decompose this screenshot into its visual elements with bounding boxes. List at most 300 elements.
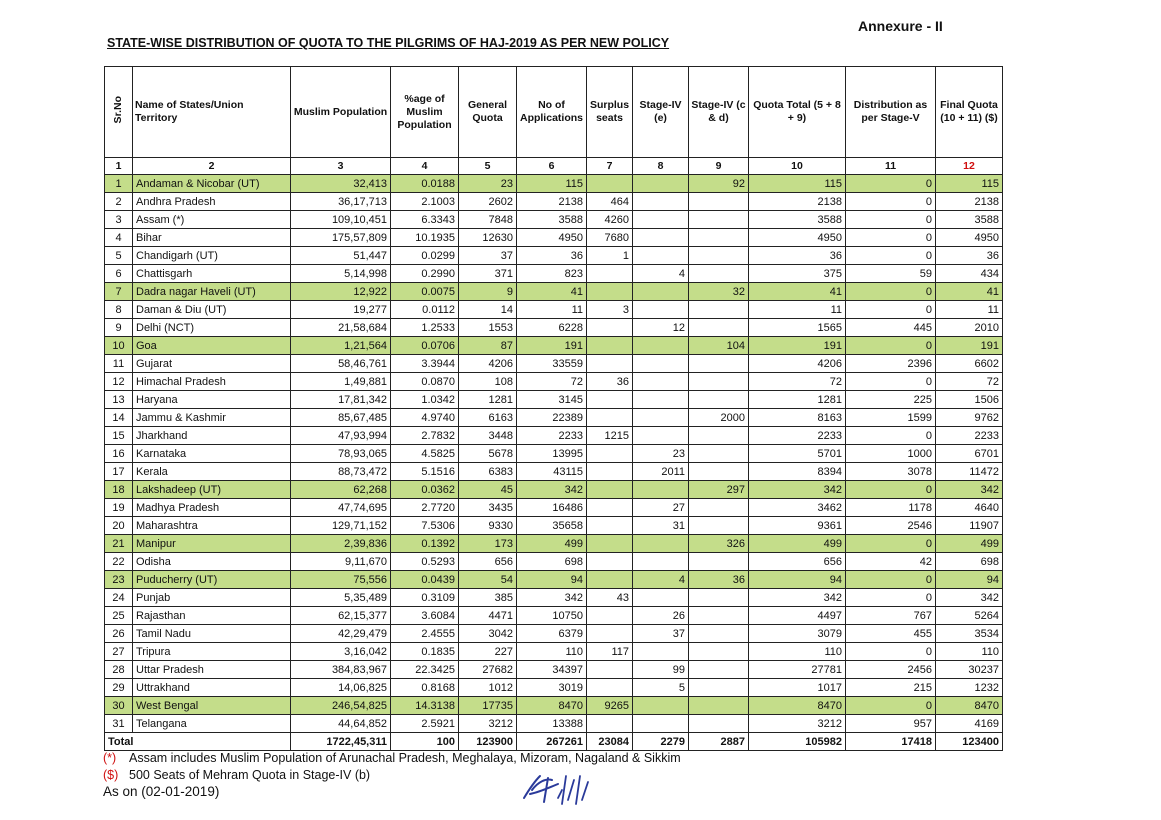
table-row: [105, 463, 1003, 481]
cell-sr-no: 1: [105, 175, 133, 193]
cell-distribution: 0: [846, 193, 936, 211]
cell-surplus-seats: 4260: [587, 211, 633, 229]
cell-surplus-seats: 1215: [587, 427, 633, 445]
cell-applications: 33559: [517, 355, 587, 373]
cell-stage4e: [633, 553, 689, 571]
cell-applications: 3145: [517, 391, 587, 409]
cell-state-name: Tripura: [133, 643, 291, 661]
cell-final-quota: 41: [936, 283, 1003, 301]
cell-population: 44,64,852: [291, 715, 391, 733]
table-row: [105, 589, 1003, 607]
cell-distribution: 2456: [846, 661, 936, 679]
cell-state-name: Lakshadeep (UT): [133, 481, 291, 499]
cell-stage4e: 4: [633, 265, 689, 283]
cell-stage4cd: 32: [689, 283, 749, 301]
cell-applications: 11: [517, 301, 587, 319]
cell-final-quota: 3534: [936, 625, 1003, 643]
table-row: [105, 697, 1003, 715]
cell-distribution: 1000: [846, 445, 936, 463]
cell-surplus-seats: [587, 445, 633, 463]
table-row: [105, 445, 1003, 463]
cell-state-name: Telangana: [133, 715, 291, 733]
header-quota-total: Quota Total (5 + 8 + 9): [749, 67, 846, 158]
cell-stage4cd: [689, 463, 749, 481]
cell-distribution: 2396: [846, 355, 936, 373]
cell-final-quota: 110: [936, 643, 1003, 661]
cell-percentage: 0.1392: [391, 535, 459, 553]
cell-surplus-seats: 3: [587, 301, 633, 319]
cell-stage4cd: [689, 499, 749, 517]
cell-sr-no: 9: [105, 319, 133, 337]
cell-population: 2,39,836: [291, 535, 391, 553]
cell-quota-total: 4206: [749, 355, 846, 373]
cell-stage4e: [633, 283, 689, 301]
cell-state-name: Bihar: [133, 229, 291, 247]
cell-sr-no: 4: [105, 229, 133, 247]
cell-applications: 2138: [517, 193, 587, 211]
cell-state-name: Madhya Pradesh: [133, 499, 291, 517]
cell-final-quota: 11: [936, 301, 1003, 319]
column-index: 1: [105, 158, 133, 175]
cell-general-quota: 23: [459, 175, 517, 193]
cell-distribution: 0: [846, 247, 936, 265]
cell-quota-total: 342: [749, 589, 846, 607]
cell-stage4e: [633, 247, 689, 265]
table-row: [105, 427, 1003, 445]
cell-surplus-seats: [587, 571, 633, 589]
cell-applications: 35658: [517, 517, 587, 535]
cell-state-name: Puducherry (UT): [133, 571, 291, 589]
cell-quota-total: 8163: [749, 409, 846, 427]
cell-quota-total: 2138: [749, 193, 846, 211]
cell-general-quota: 14: [459, 301, 517, 319]
column-index: 3: [291, 158, 391, 175]
cell-applications: 342: [517, 589, 587, 607]
cell-quota-total: 115: [749, 175, 846, 193]
cell-quota-total: 1281: [749, 391, 846, 409]
cell-general-quota: 4206: [459, 355, 517, 373]
cell-distribution: 0: [846, 283, 936, 301]
cell-stage4e: [633, 175, 689, 193]
header-stage4e: Stage-IV (e): [633, 67, 689, 158]
cell-distribution: 0: [846, 643, 936, 661]
cell-distribution: 0: [846, 427, 936, 445]
cell-quota-total: 342: [749, 481, 846, 499]
cell-stage4cd: [689, 517, 749, 535]
cell-state-name: Goa: [133, 337, 291, 355]
cell-sr-no: 25: [105, 607, 133, 625]
total-row: [105, 733, 1003, 751]
cell-state-name: Uttar Pradesh: [133, 661, 291, 679]
page-title: STATE-WISE DISTRIBUTION OF QUOTA TO THE PILGRIMS OF HAJ-2019 AS PER NEW POLICY: [107, 36, 670, 50]
header-population: Muslim Population: [291, 67, 391, 158]
cell-general-quota: 173: [459, 535, 517, 553]
cell-state-name: Chandigarh (UT): [133, 247, 291, 265]
cell-final-quota: 11907: [936, 517, 1003, 535]
cell-general-quota: 108: [459, 373, 517, 391]
cell-general-quota: 385: [459, 589, 517, 607]
cell-surplus-seats: [587, 661, 633, 679]
cell-quota-total: 656: [749, 553, 846, 571]
cell-general-quota: 656: [459, 553, 517, 571]
cell-distribution: 1599: [846, 409, 936, 427]
cell-distribution: 3078: [846, 463, 936, 481]
cell-percentage: 14.3138: [391, 697, 459, 715]
cell-applications: 13995: [517, 445, 587, 463]
cell-surplus-seats: [587, 607, 633, 625]
cell-stage4e: 2011: [633, 463, 689, 481]
cell-state-name: Punjab: [133, 589, 291, 607]
cell-population: 246,54,825: [291, 697, 391, 715]
cell-stage4cd: [689, 679, 749, 697]
cell-sr-no: 28: [105, 661, 133, 679]
cell-sr-no: 2: [105, 193, 133, 211]
header-distribution: Distribution as per Stage-V: [846, 67, 936, 158]
total-label: Total: [105, 733, 291, 751]
cell-stage4cd: [689, 229, 749, 247]
cell-population: 47,93,994: [291, 427, 391, 445]
cell-state-name: Rajasthan: [133, 607, 291, 625]
cell-population: 14,06,825: [291, 679, 391, 697]
cell-state-name: Odisha: [133, 553, 291, 571]
cell-quota-total: 110: [749, 643, 846, 661]
cell-general-quota: 3435: [459, 499, 517, 517]
cell-stage4e: 27: [633, 499, 689, 517]
cell-stage4cd: 326: [689, 535, 749, 553]
cell-surplus-seats: [587, 625, 633, 643]
cell-percentage: 0.5293: [391, 553, 459, 571]
cell-stage4e: [633, 355, 689, 373]
cell-distribution: 59: [846, 265, 936, 283]
cell-quota-total: 11: [749, 301, 846, 319]
cell-population: 5,14,998: [291, 265, 391, 283]
cell-applications: 13388: [517, 715, 587, 733]
cell-surplus-seats: [587, 715, 633, 733]
cell-applications: 72: [517, 373, 587, 391]
cell-final-quota: 72: [936, 373, 1003, 391]
cell-percentage: 0.1835: [391, 643, 459, 661]
cell-population: 88,73,472: [291, 463, 391, 481]
cell-stage4e: 99: [633, 661, 689, 679]
cell-stage4e: [633, 373, 689, 391]
cell-percentage: 2.1003: [391, 193, 459, 211]
note-assam: (*) Assam includes Muslim Population of Arunachal Pradesh, Meghalaya, Mizoram, Nagaland & Sikkim: [103, 751, 681, 765]
cell-general-quota: 9: [459, 283, 517, 301]
cell-surplus-seats: [587, 355, 633, 373]
cell-applications: 823: [517, 265, 587, 283]
cell-stage4e: 12: [633, 319, 689, 337]
cell-stage4cd: 104: [689, 337, 749, 355]
cell-general-quota: 227: [459, 643, 517, 661]
cell-applications: 36: [517, 247, 587, 265]
table-row: [105, 283, 1003, 301]
cell-quota-total: 41: [749, 283, 846, 301]
cell-stage4cd: [689, 265, 749, 283]
cell-final-quota: 4640: [936, 499, 1003, 517]
cell-population: 9,11,670: [291, 553, 391, 571]
header-percentage: %age of Muslim Population: [391, 67, 459, 158]
cell-applications: 16486: [517, 499, 587, 517]
cell-sr-no: 19: [105, 499, 133, 517]
cell-distribution: 957: [846, 715, 936, 733]
cell-stage4cd: 2000: [689, 409, 749, 427]
table-row: [105, 481, 1003, 499]
table-row: [105, 625, 1003, 643]
cell-surplus-seats: [587, 535, 633, 553]
quota-table: [104, 66, 1003, 751]
cell-applications: 6379: [517, 625, 587, 643]
header-final-quota: Final Quota (10 + 11) ($): [936, 67, 1003, 158]
cell-quota-total: 499: [749, 535, 846, 553]
cell-stage4cd: [689, 643, 749, 661]
cell-population: 21,58,684: [291, 319, 391, 337]
cell-percentage: 4.5825: [391, 445, 459, 463]
cell-stage4e: [633, 589, 689, 607]
cell-stage4e: [633, 535, 689, 553]
cell-general-quota: 12630: [459, 229, 517, 247]
cell-distribution: 0: [846, 535, 936, 553]
cell-distribution: 215: [846, 679, 936, 697]
cell-distribution: 0: [846, 589, 936, 607]
cell-surplus-seats: 43: [587, 589, 633, 607]
cell-population: 62,15,377: [291, 607, 391, 625]
cell-final-quota: 342: [936, 589, 1003, 607]
cell-state-name: Himachal Pradesh: [133, 373, 291, 391]
cell-sr-no: 23: [105, 571, 133, 589]
cell-general-quota: 17735: [459, 697, 517, 715]
cell-quota-total: 4950: [749, 229, 846, 247]
cell-applications: 115: [517, 175, 587, 193]
cell-distribution: 0: [846, 301, 936, 319]
cell-sr-no: 18: [105, 481, 133, 499]
cell-population: 32,413: [291, 175, 391, 193]
cell-sr-no: 24: [105, 589, 133, 607]
cell-surplus-seats: [587, 481, 633, 499]
cell-applications: 4950: [517, 229, 587, 247]
header-srno: Sr.No: [105, 67, 133, 158]
total-quota-total: 105982: [749, 733, 846, 751]
cell-surplus-seats: [587, 319, 633, 337]
cell-general-quota: 3448: [459, 427, 517, 445]
cell-surplus-seats: [587, 517, 633, 535]
cell-final-quota: 1232: [936, 679, 1003, 697]
cell-applications: 2233: [517, 427, 587, 445]
cell-applications: 499: [517, 535, 587, 553]
cell-applications: 110: [517, 643, 587, 661]
cell-percentage: 0.0362: [391, 481, 459, 499]
cell-general-quota: 1553: [459, 319, 517, 337]
cell-final-quota: 115: [936, 175, 1003, 193]
cell-surplus-seats: [587, 175, 633, 193]
cell-distribution: 0: [846, 481, 936, 499]
cell-percentage: 3.3944: [391, 355, 459, 373]
cell-state-name: Kerala: [133, 463, 291, 481]
table-row: [105, 211, 1003, 229]
cell-quota-total: 8394: [749, 463, 846, 481]
cell-population: 42,29,479: [291, 625, 391, 643]
cell-applications: 3019: [517, 679, 587, 697]
total-stage4cd: 2887: [689, 733, 749, 751]
cell-percentage: 2.7720: [391, 499, 459, 517]
cell-stage4e: [633, 229, 689, 247]
cell-stage4cd: [689, 247, 749, 265]
cell-surplus-seats: [587, 409, 633, 427]
cell-sr-no: 20: [105, 517, 133, 535]
cell-sr-no: 17: [105, 463, 133, 481]
cell-distribution: 445: [846, 319, 936, 337]
cell-quota-total: 3462: [749, 499, 846, 517]
cell-population: 78,93,065: [291, 445, 391, 463]
cell-population: 47,74,695: [291, 499, 391, 517]
table-row: [105, 553, 1003, 571]
table-row: [105, 571, 1003, 589]
cell-state-name: Andhra Pradesh: [133, 193, 291, 211]
cell-population: 19,277: [291, 301, 391, 319]
cell-stage4e: 37: [633, 625, 689, 643]
cell-stage4e: [633, 715, 689, 733]
cell-surplus-seats: [587, 265, 633, 283]
cell-stage4cd: [689, 607, 749, 625]
total-applications: 267261: [517, 733, 587, 751]
cell-stage4e: [633, 481, 689, 499]
cell-distribution: 0: [846, 211, 936, 229]
cell-quota-total: 1017: [749, 679, 846, 697]
table-row: [105, 715, 1003, 733]
table-row: [105, 373, 1003, 391]
cell-percentage: 22.3425: [391, 661, 459, 679]
cell-stage4cd: [689, 427, 749, 445]
table-row: [105, 535, 1003, 553]
column-index: 7: [587, 158, 633, 175]
cell-stage4cd: 92: [689, 175, 749, 193]
cell-percentage: 0.2990: [391, 265, 459, 283]
table-row: [105, 679, 1003, 697]
cell-stage4cd: [689, 373, 749, 391]
cell-surplus-seats: [587, 499, 633, 517]
cell-final-quota: 6701: [936, 445, 1003, 463]
cell-percentage: 0.3109: [391, 589, 459, 607]
cell-stage4cd: [689, 589, 749, 607]
cell-quota-total: 3079: [749, 625, 846, 643]
cell-population: 5,35,489: [291, 589, 391, 607]
cell-population: 62,268: [291, 481, 391, 499]
cell-state-name: Haryana: [133, 391, 291, 409]
cell-distribution: 455: [846, 625, 936, 643]
cell-population: 12,922: [291, 283, 391, 301]
cell-sr-no: 11: [105, 355, 133, 373]
column-index: 4: [391, 158, 459, 175]
cell-stage4e: 4: [633, 571, 689, 589]
cell-applications: 342: [517, 481, 587, 499]
cell-quota-total: 94: [749, 571, 846, 589]
cell-stage4e: 31: [633, 517, 689, 535]
table-row: [105, 319, 1003, 337]
cell-population: 1,21,564: [291, 337, 391, 355]
cell-stage4e: 26: [633, 607, 689, 625]
cell-general-quota: 5678: [459, 445, 517, 463]
cell-percentage: 10.1935: [391, 229, 459, 247]
total-distribution: 17418: [846, 733, 936, 751]
cell-surplus-seats: [587, 553, 633, 571]
cell-sr-no: 3: [105, 211, 133, 229]
cell-stage4e: [633, 643, 689, 661]
cell-stage4e: [633, 427, 689, 445]
cell-general-quota: 27682: [459, 661, 517, 679]
cell-sr-no: 16: [105, 445, 133, 463]
total-population: 1722,45,311: [291, 733, 391, 751]
table-row: [105, 301, 1003, 319]
cell-quota-total: 9361: [749, 517, 846, 535]
cell-stage4cd: [689, 301, 749, 319]
cell-final-quota: 4169: [936, 715, 1003, 733]
cell-percentage: 4.9740: [391, 409, 459, 427]
cell-final-quota: 30237: [936, 661, 1003, 679]
cell-distribution: 0: [846, 337, 936, 355]
cell-stage4cd: 297: [689, 481, 749, 499]
cell-percentage: 0.0870: [391, 373, 459, 391]
cell-population: 1,49,881: [291, 373, 391, 391]
column-index: 6: [517, 158, 587, 175]
table-row: [105, 193, 1003, 211]
cell-stage4e: [633, 301, 689, 319]
cell-applications: 41: [517, 283, 587, 301]
column-index: 10: [749, 158, 846, 175]
cell-general-quota: 54: [459, 571, 517, 589]
cell-population: 36,17,713: [291, 193, 391, 211]
cell-stage4cd: [689, 355, 749, 373]
cell-state-name: Daman & Diu (UT): [133, 301, 291, 319]
cell-stage4cd: [689, 211, 749, 229]
cell-quota-total: 72: [749, 373, 846, 391]
total-stage4e: 2279: [633, 733, 689, 751]
cell-percentage: 0.0112: [391, 301, 459, 319]
cell-general-quota: 87: [459, 337, 517, 355]
cell-distribution: 0: [846, 697, 936, 715]
cell-applications: 43115: [517, 463, 587, 481]
cell-quota-total: 2233: [749, 427, 846, 445]
cell-population: 129,71,152: [291, 517, 391, 535]
cell-stage4cd: [689, 319, 749, 337]
header-stage4cd: Stage-IV (c & d): [689, 67, 749, 158]
cell-final-quota: 1506: [936, 391, 1003, 409]
cell-stage4e: 23: [633, 445, 689, 463]
table-row: [105, 229, 1003, 247]
header-name: Name of States/Union Territory: [133, 67, 291, 158]
table-row: [105, 607, 1003, 625]
cell-applications: 191: [517, 337, 587, 355]
total-percentage: 100: [391, 733, 459, 751]
cell-percentage: 0.0075: [391, 283, 459, 301]
cell-percentage: 3.6084: [391, 607, 459, 625]
cell-percentage: 2.4555: [391, 625, 459, 643]
cell-quota-total: 3588: [749, 211, 846, 229]
cell-state-name: Andaman & Nicobar (UT): [133, 175, 291, 193]
cell-quota-total: 4497: [749, 607, 846, 625]
column-index: 2: [133, 158, 291, 175]
cell-state-name: Maharashtra: [133, 517, 291, 535]
cell-quota-total: 8470: [749, 697, 846, 715]
cell-population: 75,556: [291, 571, 391, 589]
cell-state-name: West Bengal: [133, 697, 291, 715]
cell-stage4cd: 36: [689, 571, 749, 589]
column-index: 8: [633, 158, 689, 175]
column-index: 12: [936, 158, 1003, 175]
cell-surplus-seats: [587, 283, 633, 301]
cell-general-quota: 7848: [459, 211, 517, 229]
cell-general-quota: 1281: [459, 391, 517, 409]
cell-population: 109,10,451: [291, 211, 391, 229]
cell-sr-no: 31: [105, 715, 133, 733]
